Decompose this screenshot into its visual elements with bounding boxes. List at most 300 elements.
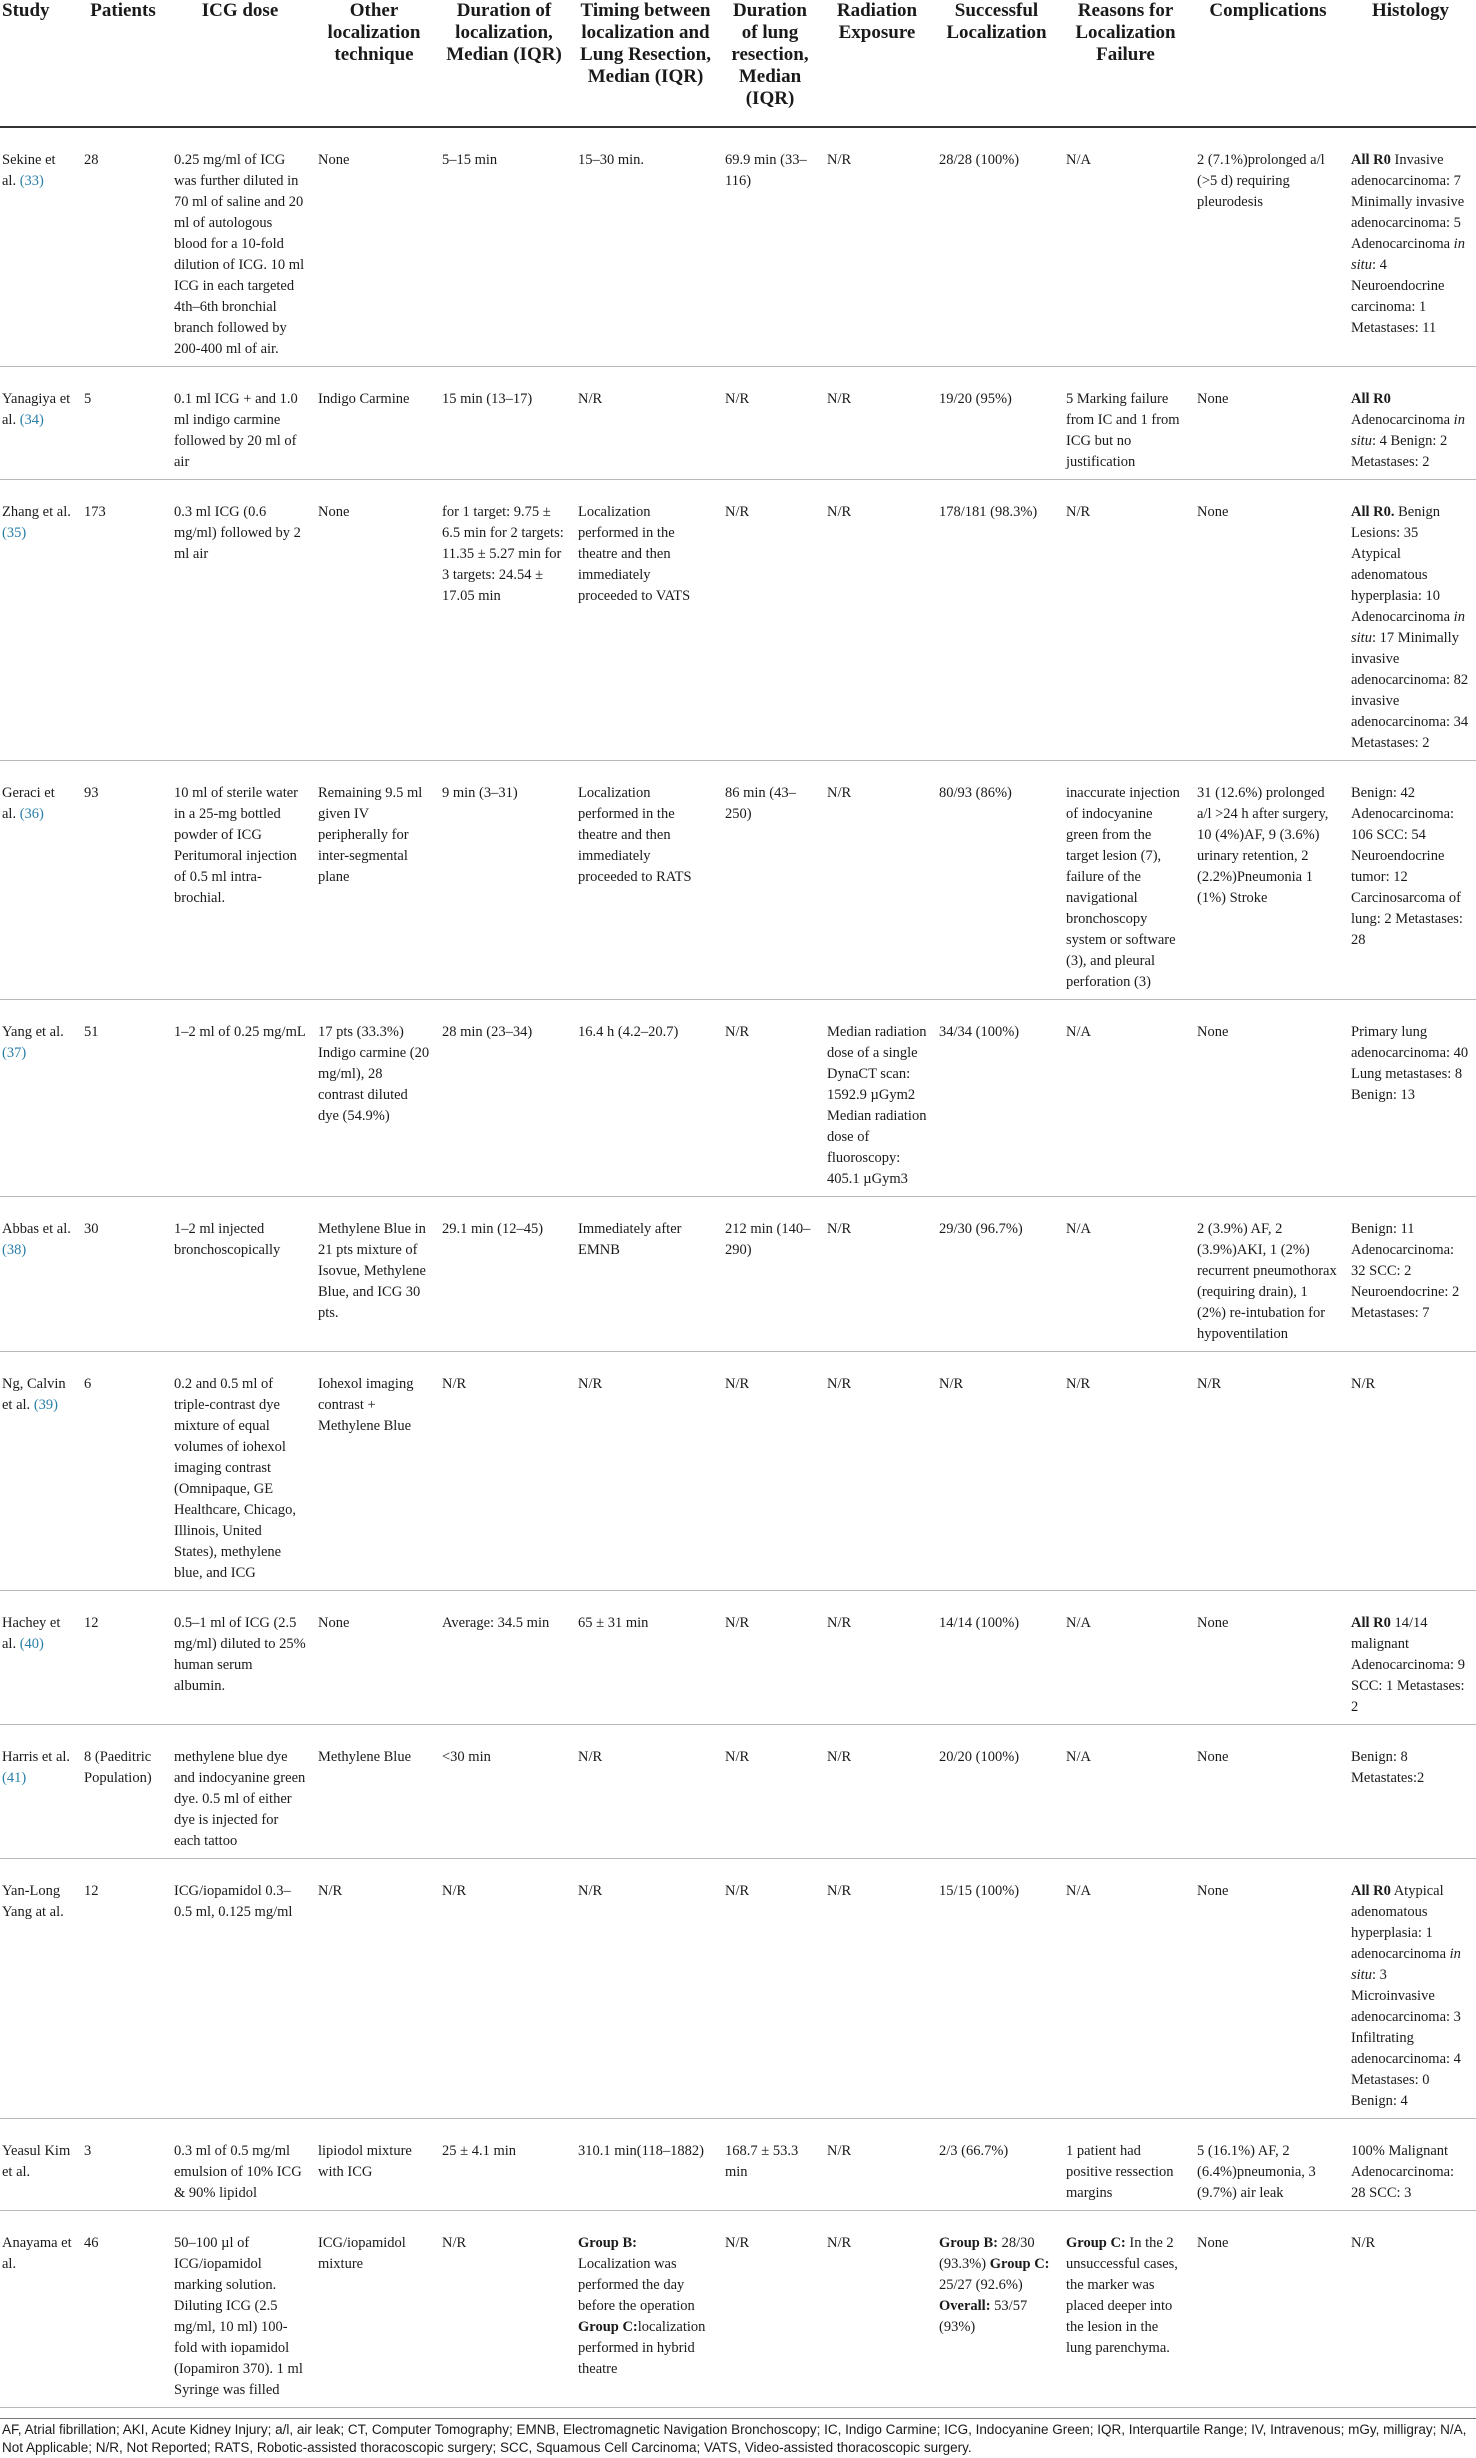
cell-reasons-failure-text: inaccurate injection of indocyanine green from the target lesion (7), failure of the navigational bronchoscopy system or software (3), and pleural perforation (3) bbox=[1066, 785, 1180, 990]
cell-duration-resection bbox=[719, 2211, 821, 2408]
cell-duration-localization-text: Average: 34.5 min bbox=[442, 1615, 550, 1631]
cell-timing bbox=[572, 1197, 719, 1352]
cell-successful-text: N/R bbox=[939, 1376, 964, 1392]
cell-histology bbox=[1345, 2119, 1476, 2211]
header-radiation: Radiation Exposure bbox=[821, 0, 933, 127]
cell-reasons-failure bbox=[1060, 761, 1191, 1000]
cell-successful bbox=[933, 1197, 1060, 1352]
cell-patients-text: 8 (Paeditric Population) bbox=[84, 1749, 152, 1786]
cell-histology bbox=[1345, 127, 1476, 367]
cell-timing bbox=[572, 2211, 719, 2408]
cell-study bbox=[0, 480, 78, 761]
cell-icg-dose bbox=[168, 2211, 312, 2408]
cell-reasons-failure-text: 1 patient had positive ressection margins bbox=[1066, 2143, 1174, 2201]
cell-radiation bbox=[821, 367, 933, 480]
study-name: Sekine et al. bbox=[2, 152, 56, 189]
cell-successful bbox=[933, 2211, 1060, 2408]
study-name: Harris et al. bbox=[2, 1749, 71, 1765]
cell-timing bbox=[572, 367, 719, 480]
histology-text: Invasive adenocarcinoma: 7 Minimally invasive adenocarcinoma: 5 Adenocarcinoma bbox=[1351, 152, 1465, 252]
cell-complications bbox=[1191, 1197, 1345, 1352]
cell-reasons-failure-text: N/R bbox=[1066, 1376, 1091, 1392]
cell-complications-text: None bbox=[1197, 2235, 1229, 2251]
cell-successful-text: 19/20 (95%) bbox=[939, 391, 1012, 407]
cell-duration-localization-text: N/R bbox=[442, 1883, 467, 1899]
table-row bbox=[0, 2211, 1476, 2408]
cell-duration-resection-text: 86 min (43–250) bbox=[725, 785, 796, 822]
cell-study bbox=[0, 1000, 78, 1197]
cell-icg-dose bbox=[168, 480, 312, 761]
reference-link[interactable]: (37) bbox=[2, 1045, 27, 1061]
cell-timing-text: N/R bbox=[578, 391, 603, 407]
cell-other-technique bbox=[312, 1725, 436, 1859]
cell-patients bbox=[78, 2119, 168, 2211]
cell-duration-resection-text: 69.9 min (33–116) bbox=[725, 152, 807, 189]
cell-timing bbox=[572, 761, 719, 1000]
cell-complications bbox=[1191, 761, 1345, 1000]
cell-duration-resection bbox=[719, 1591, 821, 1725]
cell-timing bbox=[572, 1352, 719, 1591]
cell-histology bbox=[1345, 2211, 1476, 2408]
cell-icg-dose-text: 0.3 ml of 0.5 mg/ml emulsion of 10% ICG & 90% lipidol bbox=[174, 2143, 302, 2201]
histology-text: : 4 Benign: 2 Metastases: 2 bbox=[1351, 433, 1448, 470]
cell-other-technique-text: Iohexol imaging contrast + Methylene Blue bbox=[318, 1376, 414, 1434]
cell-complications-text: 5 (16.1%) AF, 2 (6.4%)pneumonia, 3 (9.7%) air leak bbox=[1197, 2143, 1316, 2201]
cell-reasons-failure bbox=[1060, 2119, 1191, 2211]
cell-icg-dose-text: 0.5–1 ml of ICG (2.5 mg/ml) diluted to 25% human serum albumin. bbox=[174, 1615, 306, 1694]
table-row bbox=[0, 480, 1476, 761]
cell-complications bbox=[1191, 1591, 1345, 1725]
cell-timing bbox=[572, 127, 719, 367]
cell-radiation bbox=[821, 127, 933, 367]
cell-complications-text: N/R bbox=[1197, 1376, 1222, 1392]
cell-patients bbox=[78, 480, 168, 761]
cell-duration-localization-text: N/R bbox=[442, 2235, 467, 2251]
cell-patients-text: 30 bbox=[84, 1221, 99, 1237]
cell-icg-dose-text: 10 ml of sterile water in a 25-mg bottled powder of ICG Peritumoral injection of 0.5 ml intra-brochial. bbox=[174, 785, 299, 906]
cell-duration-localization bbox=[436, 2211, 572, 2408]
cell-icg-dose bbox=[168, 1591, 312, 1725]
cell-duration-localization-text: for 1 target: 9.75 ± 6.5 min for 2 targets: 11.35 ± 5.27 min for 3 targets: 24.54 ± 17.05 min bbox=[442, 504, 564, 604]
cell-timing-text: Localization performed in the theatre and then immediately proceeded to VATS bbox=[578, 504, 691, 604]
histology-text: N/R bbox=[1351, 1376, 1376, 1392]
cell-duration-resection-text: N/R bbox=[725, 1376, 750, 1392]
histology-text: 100% Malignant Adenocarcinoma: 28 SCC: 3 bbox=[1351, 2143, 1455, 2201]
reference-link[interactable]: (38) bbox=[2, 1242, 27, 1258]
cell-other-technique-text: N/R bbox=[318, 1883, 343, 1899]
cell-patients-text: 173 bbox=[84, 504, 106, 520]
cell-complications bbox=[1191, 2119, 1345, 2211]
cell-duration-resection bbox=[719, 761, 821, 1000]
cell-other-technique bbox=[312, 127, 436, 367]
cell-patients bbox=[78, 1859, 168, 2119]
study-name: Abbas et al. bbox=[2, 1221, 71, 1237]
histology-text: Adenocarcinoma bbox=[1351, 412, 1454, 428]
cell-icg-dose-text: methylene blue dye and indocyanine green dye. 0.5 ml of either dye is injected for each tattoo bbox=[174, 1749, 306, 1849]
table-row bbox=[0, 1591, 1476, 1725]
cell-successful-text: 178/181 (98.3%) bbox=[939, 504, 1038, 520]
cell-histology bbox=[1345, 1725, 1476, 1859]
cell-complications bbox=[1191, 2211, 1345, 2408]
table-body bbox=[0, 127, 1476, 2408]
study-name: Anayama et al. bbox=[2, 2235, 72, 2272]
cell-duration-localization-text: 28 min (23–34) bbox=[442, 1024, 533, 1040]
cell-duration-localization-text: <30 min bbox=[442, 1749, 491, 1765]
cell-successful bbox=[933, 1352, 1060, 1591]
cell-patients bbox=[78, 127, 168, 367]
cell-study bbox=[0, 1859, 78, 2119]
header-duration-localization: Duration of localization, Median (IQR) bbox=[436, 0, 572, 127]
cell-duration-resection-text: N/R bbox=[725, 1024, 750, 1040]
reference-link[interactable]: (41) bbox=[2, 1770, 27, 1786]
cell-complications-text: None bbox=[1197, 1883, 1229, 1899]
cell-successful bbox=[933, 1000, 1060, 1197]
study-name: Zhang et al. bbox=[2, 504, 71, 520]
group-label: Overall: bbox=[939, 2298, 991, 2314]
cell-duration-localization-text: 25 ± 4.1 min bbox=[442, 2143, 517, 2159]
histology-text: : 4 Neuroendocrine carcinoma: 1 Metastases: 11 bbox=[1351, 257, 1445, 336]
cell-complications-text: None bbox=[1197, 504, 1229, 520]
cell-icg-dose bbox=[168, 1197, 312, 1352]
cell-duration-resection-text: N/R bbox=[725, 1883, 750, 1899]
cell-duration-localization bbox=[436, 1000, 572, 1197]
histology-text: 14/14 malignant Adenocarcinoma: 9 SCC: 1 Metastases: 2 bbox=[1351, 1615, 1465, 1715]
cell-patients-text: 12 bbox=[84, 1883, 99, 1899]
cell-other-technique-text: Remaining 9.5 ml given IV peripherally for inter-segmental plane bbox=[318, 785, 423, 885]
cell-timing-text: N/R bbox=[578, 1376, 603, 1392]
table-row bbox=[0, 761, 1476, 1000]
cell-radiation-text: N/R bbox=[827, 785, 852, 801]
cell-icg-dose bbox=[168, 2119, 312, 2211]
cell-patients bbox=[78, 1197, 168, 1352]
table-row bbox=[0, 1725, 1476, 1859]
study-name: Yan-Long Yang at al. bbox=[2, 1883, 64, 1920]
histology-in-situ: in situ bbox=[1351, 236, 1465, 273]
cell-reasons-failure-text: 5 Marking failure from IC and 1 from ICG but no justification bbox=[1066, 391, 1180, 470]
cell-icg-dose bbox=[168, 1725, 312, 1859]
cell-reasons-failure bbox=[1060, 1197, 1191, 1352]
cell-icg-dose-text: 0.25 mg/ml of ICG was further diluted in 70 ml of saline and 20 ml of autologous blood for a 10-fold dilution of ICG. 10 ml ICG in each targeted 4th–6th bronchial branch followed by 200-400 ml of air. bbox=[174, 152, 305, 357]
cell-timing-text: N/R bbox=[578, 1749, 603, 1765]
study-name: Ng, Calvin et al. bbox=[2, 1376, 66, 1413]
cell-duration-resection bbox=[719, 2119, 821, 2211]
cell-reasons-failure bbox=[1060, 127, 1191, 367]
cell-other-technique-text: Indigo Carmine bbox=[318, 391, 410, 407]
reference-link[interactable]: (33) bbox=[19, 173, 44, 189]
reference-link[interactable]: (40) bbox=[19, 1636, 44, 1652]
cell-reasons-failure-text: N/R bbox=[1066, 504, 1091, 520]
group-label: Group B: bbox=[578, 2235, 637, 2251]
cell-timing-text: N/R bbox=[578, 1883, 603, 1899]
cell-successful bbox=[933, 1591, 1060, 1725]
cell-radiation bbox=[821, 2211, 933, 2408]
cell-radiation bbox=[821, 1000, 933, 1197]
cell-icg-dose-text: ICG/iopamidol 0.3–0.5 ml, 0.125 mg/ml bbox=[174, 1883, 293, 1920]
cell-other-technique-text: 17 pts (33.3%) Indigo carmine (20 mg/ml), 28 contrast diluted dye (54.9%) bbox=[318, 1024, 430, 1124]
cell-other-technique bbox=[312, 1859, 436, 2119]
cell-timing bbox=[572, 1859, 719, 2119]
cell-timing bbox=[572, 1591, 719, 1725]
cell-histology bbox=[1345, 480, 1476, 761]
histology-text: Benign: 8 Metastates:2 bbox=[1351, 1749, 1425, 1786]
cell-timing bbox=[572, 2119, 719, 2211]
cell-complications bbox=[1191, 1725, 1345, 1859]
table-row bbox=[0, 2119, 1476, 2211]
cell-successful-text: 80/93 (86%) bbox=[939, 785, 1012, 801]
cell-duration-localization bbox=[436, 367, 572, 480]
header-successful: Successful Localization bbox=[933, 0, 1060, 127]
group-label: Group C: bbox=[989, 2256, 1050, 2272]
study-name: Yanagiya et al. bbox=[2, 391, 71, 428]
cell-duration-resection bbox=[719, 1725, 821, 1859]
cell-icg-dose-text: 0.1 ml ICG + and 1.0 ml indigo carmine followed by 20 ml of air bbox=[174, 391, 298, 470]
cell-radiation bbox=[821, 2119, 933, 2211]
cell-other-technique bbox=[312, 1352, 436, 1591]
cell-icg-dose-text: 0.2 and 0.5 ml of triple-contrast dye mixture of equal volumes of iohexol imaging contrast (Omnipaque, GE Healthcare, Chicago, Illinois, United States), methylene blue, and ICG bbox=[174, 1376, 296, 1581]
group-label: Group C: bbox=[1066, 2235, 1126, 2251]
cell-patients-text: 46 bbox=[84, 2235, 99, 2251]
cell-radiation bbox=[821, 761, 933, 1000]
cell-histology bbox=[1345, 761, 1476, 1000]
cell-other-technique bbox=[312, 2119, 436, 2211]
cell-duration-resection-text: N/R bbox=[725, 391, 750, 407]
table-row bbox=[0, 127, 1476, 367]
group-label: Group B: bbox=[939, 2235, 998, 2251]
cell-patients-text: 12 bbox=[84, 1615, 99, 1631]
cell-duration-localization-text: 29.1 min (12–45) bbox=[442, 1221, 544, 1237]
histology-text: Benign: 11 Adenocarcinoma: 32 SCC: 2 Neuroendocrine: 2 Metastases: 7 bbox=[1351, 1221, 1460, 1321]
cell-icg-dose bbox=[168, 1859, 312, 2119]
group-text: 25/27 (92.6%) bbox=[939, 2277, 1023, 2293]
table-row bbox=[0, 1197, 1476, 1352]
cell-other-technique bbox=[312, 2211, 436, 2408]
cell-duration-localization bbox=[436, 1859, 572, 2119]
histology-text: Benign: 42 Adenocarcinoma: 106 SCC: 54 Neuroendocrine tumor: 12 Carcinosarcoma of lung: 2 Metastases: 28 bbox=[1351, 785, 1463, 948]
cell-radiation-text: N/R bbox=[827, 2143, 852, 2159]
cell-complications-text: 31 (12.6%) prolonged a/l >24 h after surgery, 10 (4%)AF, 9 (3.6%) urinary retention, 2 (2.2%)Pneumonia 1 (1%) Stroke bbox=[1197, 785, 1329, 906]
histology-text: Atypical adenomatous hyperplasia: 1 adenocarcinoma bbox=[1351, 1883, 1450, 1962]
cell-timing-text: Localization performed in the theatre and then immediately proceeded to RATS bbox=[578, 785, 692, 885]
cell-patients-text: 93 bbox=[84, 785, 99, 801]
cell-duration-localization bbox=[436, 1197, 572, 1352]
reference-link[interactable]: (36) bbox=[19, 806, 44, 822]
header-timing: Timing between localization and Lung Resection, Median (IQR) bbox=[572, 0, 719, 127]
cell-histology bbox=[1345, 1000, 1476, 1197]
histology-margin: All R0 bbox=[1351, 152, 1391, 168]
cell-duration-resection bbox=[719, 127, 821, 367]
cell-successful bbox=[933, 480, 1060, 761]
cell-successful-text: 14/14 (100%) bbox=[939, 1615, 1020, 1631]
cell-complications bbox=[1191, 1859, 1345, 2119]
cell-complications-text: 2 (3.9%) AF, 2 (3.9%)AKI, 1 (2%) recurrent pneumothorax (requiring drain), 1 (2%) re-intubation for hypoventilation bbox=[1197, 1221, 1337, 1342]
cell-reasons-failure bbox=[1060, 1000, 1191, 1197]
cell-reasons-failure bbox=[1060, 1859, 1191, 2119]
histology-in-situ: in situ bbox=[1351, 1946, 1461, 1983]
cell-icg-dose bbox=[168, 761, 312, 1000]
cell-timing-text: 310.1 min(118–1882) bbox=[578, 2143, 704, 2159]
table-footnote: AF, Atrial fibrillation; AKI, Acute Kidney Injury; a/l, air leak; CT, Computer Tomography; EMNB, Electromagnetic Navigation Bronchoscopy; IC, Indigo Carmine; ICG, Indocyanine Green; IQR, Interquartile Range; IV, Intravenous; mGy, milligray; N/A, Not Applicable; N/R, Not Reported; RATS, Robotic-assisted thoracoscopic surgery; SCC, Squamous Cell Carcinoma; VATS, Video-assisted thoracoscopic surgery. bbox=[0, 2418, 1476, 2457]
cell-reasons-failure bbox=[1060, 367, 1191, 480]
cell-radiation-text: N/R bbox=[827, 2235, 852, 2251]
cell-successful bbox=[933, 1859, 1060, 2119]
header-other-technique: Other localization technique bbox=[312, 0, 436, 127]
cell-reasons-failure bbox=[1060, 1591, 1191, 1725]
cell-successful bbox=[933, 2119, 1060, 2211]
cell-other-technique bbox=[312, 1197, 436, 1352]
cell-patients-text: 5 bbox=[84, 391, 92, 407]
cell-radiation-text: Median radiation dose of a single DynaCT scan: 1592.9 µGym2 Median radiation dose of fluoroscopy: 405.1 µGym3 bbox=[827, 1024, 927, 1187]
cell-complications bbox=[1191, 127, 1345, 367]
cell-reasons-failure-text: N/A bbox=[1066, 1749, 1091, 1765]
cell-successful bbox=[933, 1725, 1060, 1859]
cell-successful bbox=[933, 367, 1060, 480]
cell-histology bbox=[1345, 1591, 1476, 1725]
cell-study bbox=[0, 1725, 78, 1859]
cell-patients bbox=[78, 1000, 168, 1197]
cell-duration-resection bbox=[719, 1859, 821, 2119]
header-patients: Patients bbox=[78, 0, 168, 127]
table-row bbox=[0, 367, 1476, 480]
cell-radiation-text: N/R bbox=[827, 152, 852, 168]
cell-icg-dose bbox=[168, 1352, 312, 1591]
cell-other-technique bbox=[312, 480, 436, 761]
cell-patients bbox=[78, 1725, 168, 1859]
histology-text: N/R bbox=[1351, 2235, 1376, 2251]
cell-other-technique-text: None bbox=[318, 152, 350, 168]
cell-other-technique bbox=[312, 761, 436, 1000]
cell-duration-resection-text: N/R bbox=[725, 504, 750, 520]
cell-other-technique-text: Methylene Blue in 21 pts mixture of Isovue, Methylene Blue, and ICG 30 pts. bbox=[318, 1221, 426, 1321]
cell-reasons-failure bbox=[1060, 1352, 1191, 1591]
histology-in-situ: in situ bbox=[1351, 609, 1465, 646]
cell-successful-text: 2/3 (66.7%) bbox=[939, 2143, 1009, 2159]
cell-patients-text: 3 bbox=[84, 2143, 92, 2159]
cell-study bbox=[0, 761, 78, 1000]
cell-complications-text: None bbox=[1197, 1024, 1229, 1040]
reference-link[interactable]: (35) bbox=[2, 525, 27, 541]
cell-duration-localization-text: 9 min (3–31) bbox=[442, 785, 518, 801]
cell-successful-text: 29/30 (96.7%) bbox=[939, 1221, 1023, 1237]
cell-patients bbox=[78, 367, 168, 480]
cell-successful bbox=[933, 761, 1060, 1000]
cell-icg-dose bbox=[168, 367, 312, 480]
cell-histology bbox=[1345, 1859, 1476, 2119]
cell-duration-resection bbox=[719, 1000, 821, 1197]
histology-text: Benign Lesions: 35 Atypical adenomatous hyperplasia: 10 Adenocarcinoma bbox=[1351, 504, 1454, 625]
reference-link[interactable]: (39) bbox=[33, 1397, 58, 1413]
cell-radiation-text: N/R bbox=[827, 1883, 852, 1899]
cell-complications bbox=[1191, 367, 1345, 480]
group-text: 28/30 (93.3%) bbox=[939, 2235, 1035, 2272]
header-histology: Histology bbox=[1345, 0, 1476, 127]
study-name: Yang et al. bbox=[2, 1024, 64, 1040]
cell-icg-dose-text: 0.3 ml ICG (0.6 mg/ml) followed by 2 ml air bbox=[174, 504, 301, 562]
cell-reasons-failure-text: N/A bbox=[1066, 152, 1091, 168]
cell-timing bbox=[572, 1725, 719, 1859]
cell-successful bbox=[933, 127, 1060, 367]
histology-margin: All R0 bbox=[1351, 1883, 1391, 1899]
header-icg-dose: ICG dose bbox=[168, 0, 312, 127]
cell-duration-resection-text: N/R bbox=[725, 1749, 750, 1765]
cell-histology bbox=[1345, 1352, 1476, 1591]
cell-reasons-failure-text: N/A bbox=[1066, 1883, 1091, 1899]
cell-study bbox=[0, 367, 78, 480]
cell-complications-text: 2 (7.1%)prolonged a/l (>5 d) requiring pleurodesis bbox=[1197, 152, 1325, 210]
cell-histology bbox=[1345, 1197, 1476, 1352]
cell-complications-text: None bbox=[1197, 1749, 1229, 1765]
cell-other-technique bbox=[312, 367, 436, 480]
cell-reasons-failure-text: N/A bbox=[1066, 1615, 1091, 1631]
cell-icg-dose-text: 50–100 µl of ICG/iopamidol marking solution. Diluting ICG (2.5 mg/ml, 10 ml) 100-fold with iopamidol (Iopamiron 370). 1 ml Syringe was filled bbox=[174, 2235, 303, 2398]
group-text: Localization was performed the day before the operation bbox=[578, 2256, 695, 2314]
histology-text: : 3 Microinvasive adenocarcinoma: 3 Infiltrating adenocarcinoma: 4 Metastases: 0 Benign: 4 bbox=[1351, 1967, 1461, 2109]
study-name: Geraci et al. bbox=[2, 785, 55, 822]
cell-duration-localization-text: 5–15 min bbox=[442, 152, 498, 168]
reference-link[interactable]: (34) bbox=[19, 412, 44, 428]
group-text: localization performed in hybrid theatre bbox=[578, 2319, 706, 2377]
cell-duration-localization-text: 15 min (13–17) bbox=[442, 391, 533, 407]
histology-text: : 17 Minimally invasive adenocarcinoma: 82 invasive adenocarcinoma: 34 Metastases: 2 bbox=[1351, 630, 1469, 751]
cell-patients bbox=[78, 1352, 168, 1591]
cell-timing-text: 15–30 min. bbox=[578, 152, 645, 168]
cell-histology bbox=[1345, 367, 1476, 480]
table-row bbox=[0, 1000, 1476, 1197]
table-row bbox=[0, 1352, 1476, 1591]
cell-radiation bbox=[821, 1725, 933, 1859]
cell-duration-resection-text: N/R bbox=[725, 2235, 750, 2251]
cell-study bbox=[0, 2211, 78, 2408]
cell-radiation bbox=[821, 480, 933, 761]
cell-duration-localization bbox=[436, 2119, 572, 2211]
cell-complications-text: None bbox=[1197, 391, 1229, 407]
cell-timing bbox=[572, 1000, 719, 1197]
cell-icg-dose-text: 1–2 ml injected bronchoscopically bbox=[174, 1221, 281, 1258]
cell-other-technique-text: None bbox=[318, 1615, 350, 1631]
cell-radiation-text: N/R bbox=[827, 1221, 852, 1237]
cell-other-technique bbox=[312, 1000, 436, 1197]
cell-reasons-failure bbox=[1060, 2211, 1191, 2408]
table-header bbox=[0, 0, 1476, 127]
cell-radiation bbox=[821, 1859, 933, 2119]
cell-timing bbox=[572, 480, 719, 761]
cell-radiation bbox=[821, 1591, 933, 1725]
histology-in-situ: in situ bbox=[1351, 412, 1465, 449]
histology-margin: All R0 bbox=[1351, 1615, 1391, 1631]
cell-radiation-text: N/R bbox=[827, 1615, 852, 1631]
cell-icg-dose-text: 1–2 ml of 0.25 mg/mL bbox=[174, 1024, 306, 1040]
cell-duration-resection bbox=[719, 1197, 821, 1352]
cell-duration-localization bbox=[436, 127, 572, 367]
cell-timing-text: 65 ± 31 min bbox=[578, 1615, 649, 1631]
study-name: Yeasul Kim et al. bbox=[2, 2143, 71, 2180]
header-reasons-failure: Reasons for Localization Failure bbox=[1060, 0, 1191, 127]
cell-duration-localization-text: N/R bbox=[442, 1376, 467, 1392]
cell-reasons-failure bbox=[1060, 1725, 1191, 1859]
cell-duration-resection bbox=[719, 480, 821, 761]
cell-patients-text: 28 bbox=[84, 152, 99, 168]
histology-margin: All R0 bbox=[1351, 391, 1391, 407]
cell-duration-resection-text: N/R bbox=[725, 1615, 750, 1631]
cell-study bbox=[0, 127, 78, 367]
cell-duration-localization bbox=[436, 1725, 572, 1859]
cell-successful-text: 15/15 (100%) bbox=[939, 1883, 1020, 1899]
cell-other-technique-text: ICG/iopamidol mixture bbox=[318, 2235, 406, 2272]
cell-duration-localization bbox=[436, 1591, 572, 1725]
cell-radiation-text: N/R bbox=[827, 391, 852, 407]
cell-patients bbox=[78, 2211, 168, 2408]
cell-timing-text: Immediately after EMNB bbox=[578, 1221, 682, 1258]
cell-reasons-failure-text: N/A bbox=[1066, 1024, 1091, 1040]
